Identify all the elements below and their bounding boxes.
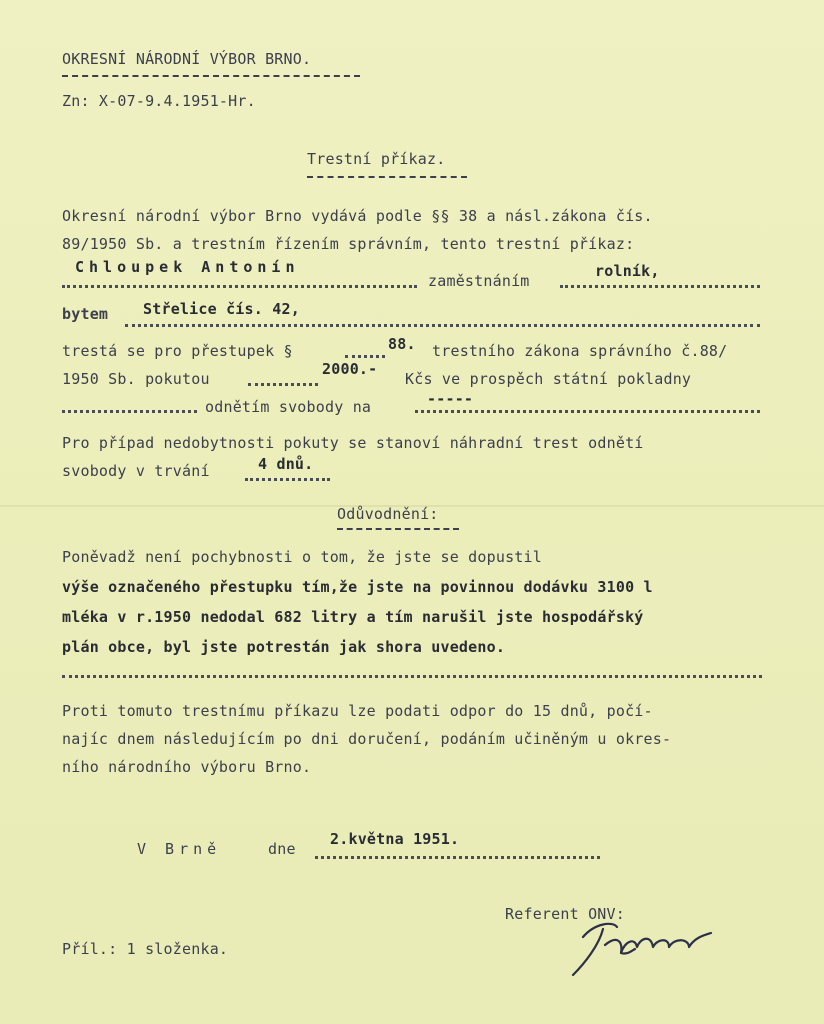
fine-dotted-line [248, 383, 318, 386]
name-dotted-line [62, 285, 417, 288]
appeal-line-1: Proti tomuto trestnímu příkazu lze podati odpor do 15 dnů, počí- [62, 702, 653, 720]
intro-line-1: Okresní národní výbor Brno vydává podle §§ 38 a násl.zákona čís. [62, 207, 653, 225]
offender-name: Chloupek Antonín [75, 258, 300, 276]
office-header: OKRESNÍ NÁRODNÍ VÝBOR BRNO. [62, 50, 312, 68]
offense-law: trestního zákona správního č.88/ [432, 342, 728, 360]
occupation-dotted-line [560, 285, 760, 288]
handwritten-signature [565, 915, 725, 985]
residence-label: bytem [62, 305, 109, 323]
substitute-line-1: Pro případ nedobytnosti pokuty se stanoví náhradní trest odnětí [62, 434, 644, 452]
paragraph-value: 88. [388, 335, 416, 353]
paragraph-dotted-line [345, 355, 385, 358]
reasoning-line-2: mléka v r.1950 nedodal 682 litry a tím narušil jste hospodářský [62, 608, 644, 626]
reasoning-heading: Odůvodnění: [337, 505, 439, 523]
intro-line-2: 89/1950 Sb. a trestním řízením správním, tento trestní příkaz: [62, 235, 635, 253]
document-title: Trestní příkaz. [307, 150, 446, 168]
fine-destination: Kčs ve prospěch státní pokladny [405, 370, 692, 388]
date-label: dne [268, 840, 296, 858]
substitute-value: 4 dnů. [258, 455, 314, 473]
title-underline [307, 176, 467, 178]
referent-label: Referent ONV: [505, 905, 625, 923]
offense-label: trestá se pro přestupek § [62, 342, 293, 360]
reference-number: Zn: X-07-9.4.1951-Hr. [62, 92, 256, 110]
substitute-line-2: svobody v trvání [62, 462, 210, 480]
detention-value: ----- [427, 390, 474, 408]
occupation-value: rolník, [595, 262, 660, 280]
date-dotted-line [315, 856, 600, 859]
reasoning-underline [337, 528, 459, 530]
attachment-note: Příl.: 1 složenka. [62, 940, 229, 958]
reasoning-line-3: plán obce, byl jste potrestán jak shora uvedeno. [62, 638, 506, 656]
reasoning-intro: Poněvadž není pochybnosti o tom, že jste se dopustil [62, 548, 542, 566]
detention-label: odnětím svobody na [205, 398, 372, 416]
place-label: V Brně [137, 840, 222, 858]
appeal-line-2: najíc dnem následujícím po dni doručení, podáním učiněným u okres- [62, 730, 672, 748]
residence-dotted-line [125, 324, 760, 327]
appeal-line-3: ního národního výboru Brno. [62, 758, 312, 776]
substitute-dotted-line [245, 478, 330, 481]
fine-value: 2000.- [322, 360, 378, 378]
detention-dotted-line-left [62, 410, 197, 413]
residence-value: Střelice čís. 42, [143, 300, 300, 318]
occupation-label: zaměstnáním [428, 272, 530, 290]
reasoning-line-1: výše označeného přestupku tím,že jste na povinnou dodávku 3100 l [62, 578, 653, 596]
fine-label: 1950 Sb. pokutou [62, 370, 210, 388]
detention-dotted-line [415, 410, 760, 413]
header-underline [62, 75, 360, 77]
reasoning-dotted-line [62, 675, 762, 678]
date-value: 2.května 1951. [330, 830, 460, 848]
